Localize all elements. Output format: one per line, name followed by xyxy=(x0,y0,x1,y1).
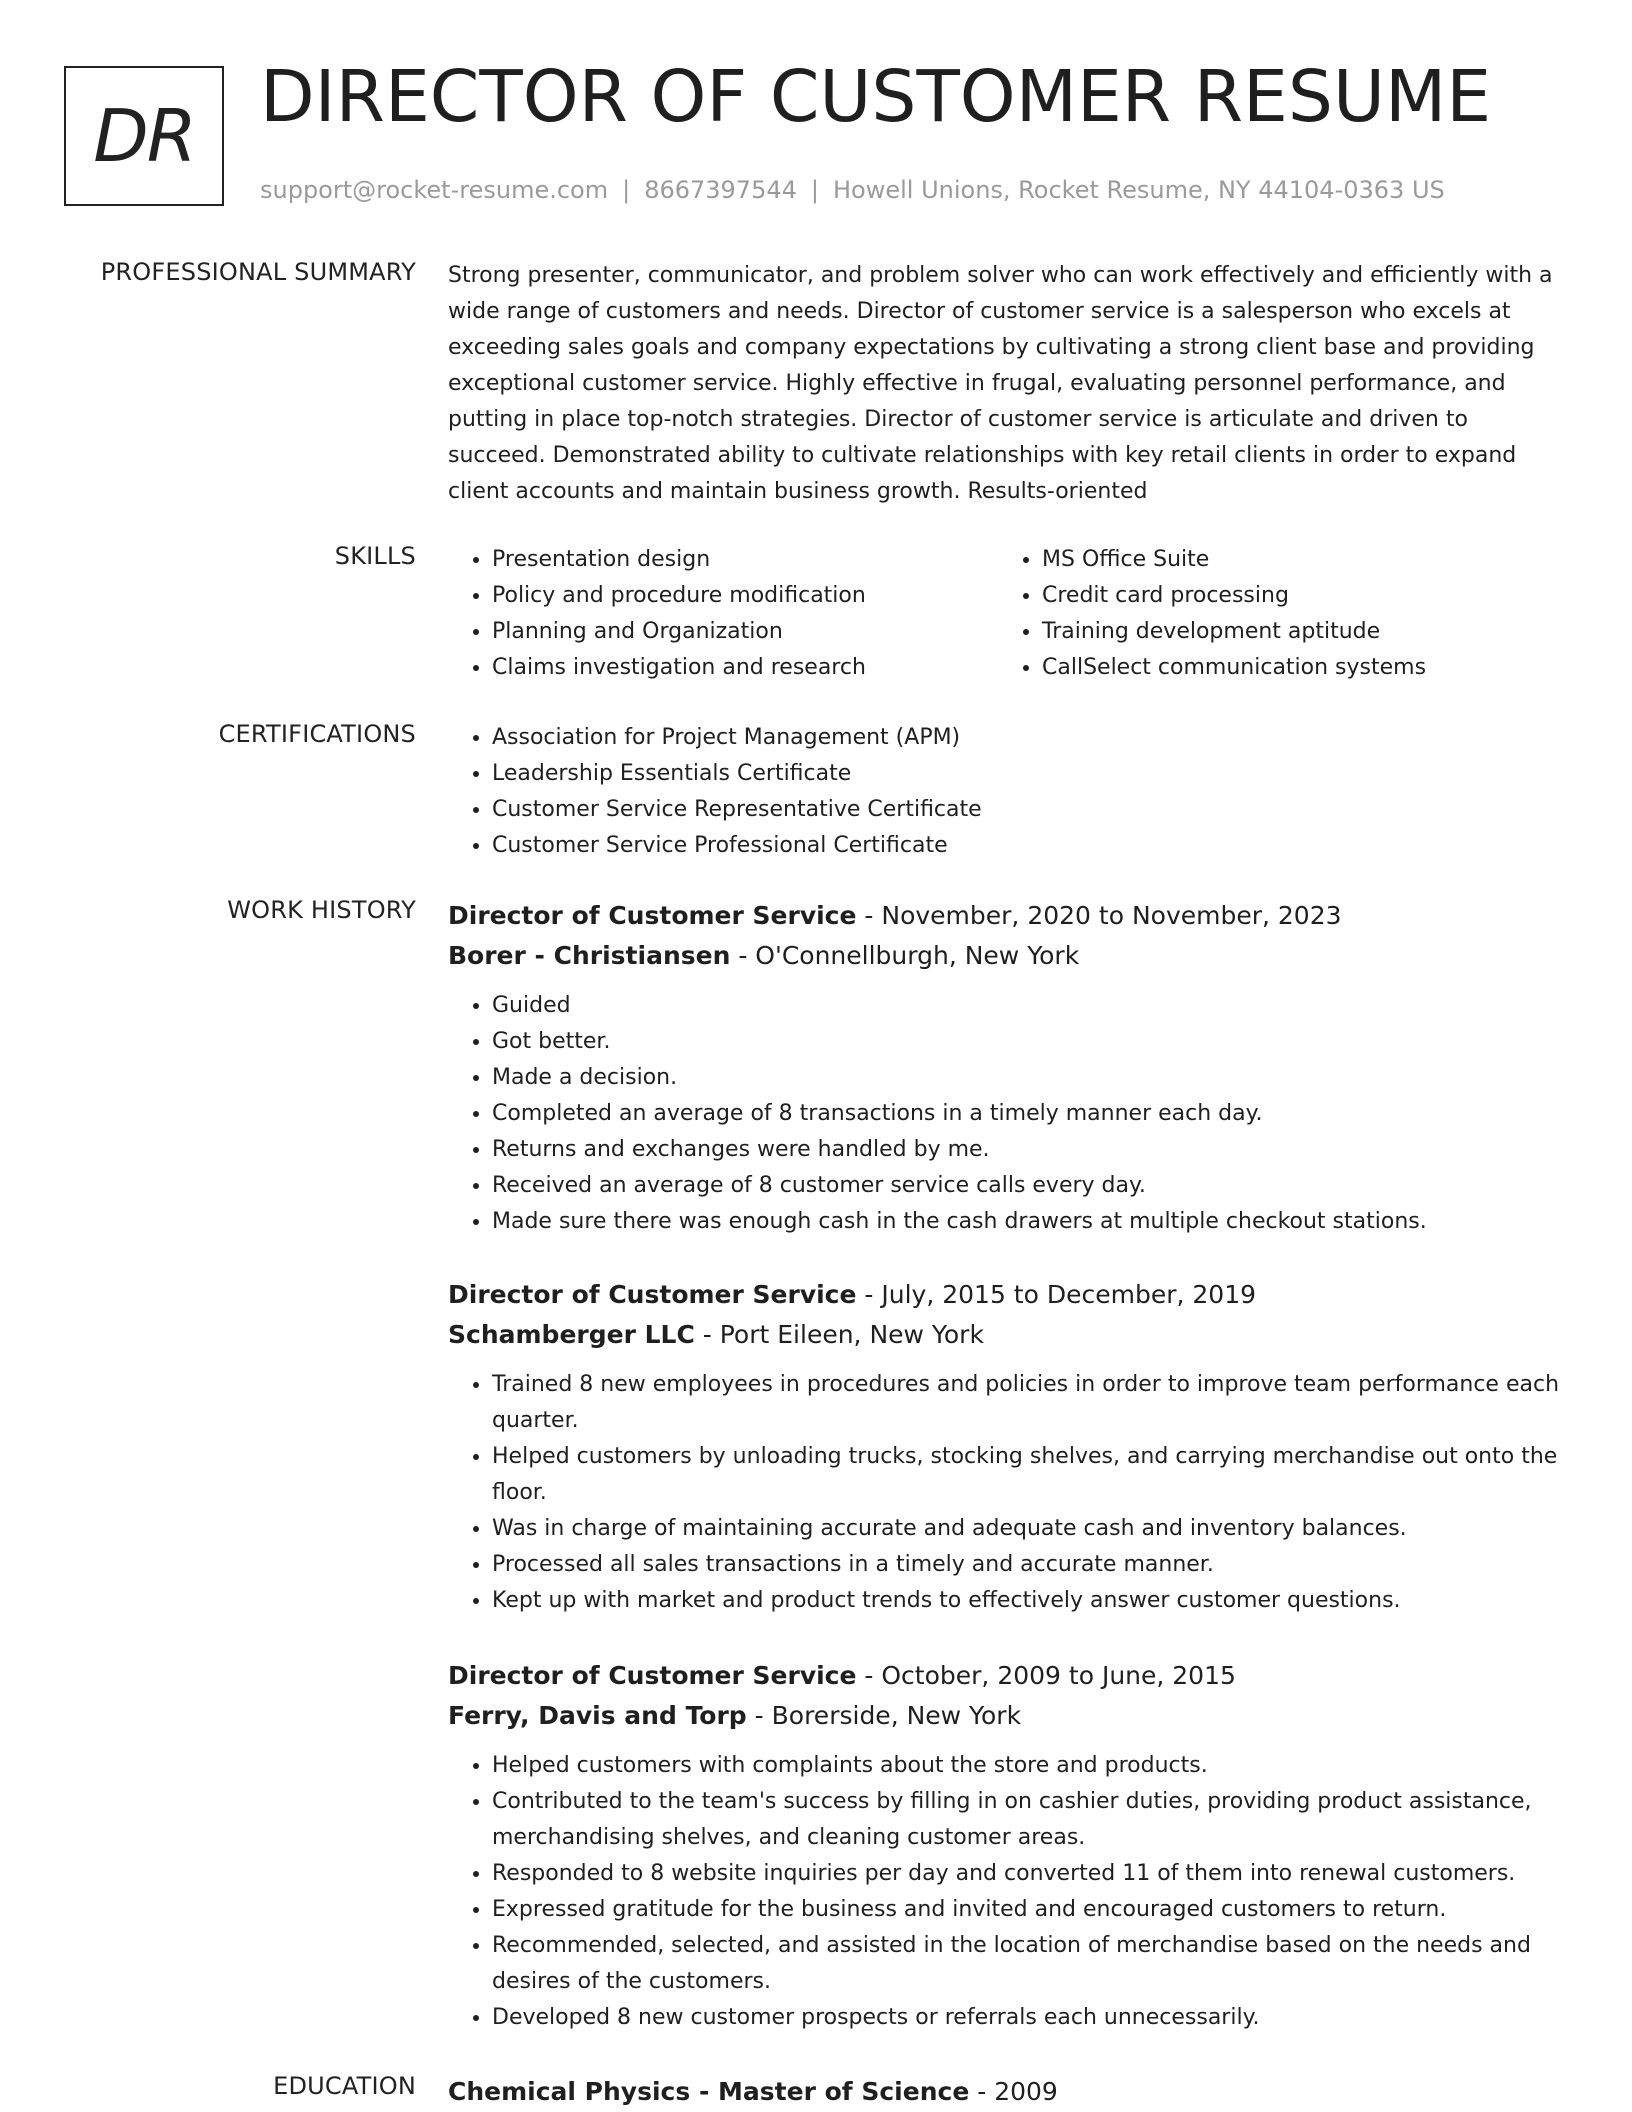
skill-item: • Claims investigation and research xyxy=(492,650,998,686)
contact-email: support@rocket-resume.com xyxy=(260,176,609,204)
job-location: - Port Eileen, New York xyxy=(694,1320,984,1349)
job-bullet: • Expressed gratitude for the business and invited and encouraged customers to return. xyxy=(492,1892,1568,1928)
resume-title: DIRECTOR OF CUSTOMER RESUME xyxy=(260,55,1492,138)
certification-item: • Customer Service Professional Certificate xyxy=(492,828,1568,864)
skill-item: • Presentation design xyxy=(492,542,998,578)
skills-label: SKILLS xyxy=(334,542,416,570)
job-bullet: • Helped customers with complaints about the store and products. xyxy=(492,1748,1568,1784)
contact-address: Howell Unions, Rocket Resume, NY 44104-0363 US xyxy=(832,176,1445,204)
job-bullet: • Recommended, selected, and assisted in the location of merchandise based on the needs and desires of the customers. xyxy=(492,1928,1568,2000)
contact-phone: 8667397544 xyxy=(644,176,797,204)
job-title: Director of Customer Service xyxy=(448,1280,857,1309)
job-bullet: • Received an average of 8 customer service calls every day. xyxy=(492,1168,1568,1204)
skill-item: • Planning and Organization xyxy=(492,614,998,650)
job-bullet: • Was in charge of maintaining accurate and adequate cash and inventory balances. xyxy=(492,1511,1568,1547)
skill-item: • MS Office Suite xyxy=(1042,542,1548,578)
job-bullet: • Returns and exchanges were handled by me. xyxy=(492,1132,1568,1168)
certification-item: • Leadership Essentials Certificate xyxy=(492,756,1568,792)
skill-item: • Training development aptitude xyxy=(1042,614,1548,650)
job-location: - O'Connellburgh, New York xyxy=(730,941,1080,970)
job-bullets xyxy=(448,1367,1568,1619)
job-company: Schamberger LLC xyxy=(448,1320,695,1349)
job-bullet: • Trained 8 new employees in procedures and policies in order to improve team performance each quarter. xyxy=(492,1367,1568,1439)
work-history-body-2 xyxy=(448,1275,1568,1619)
monogram-initials: DR xyxy=(93,94,195,178)
job-bullet: • Guided xyxy=(492,988,1568,1024)
contact-line xyxy=(260,176,1445,204)
certification-item: • Association for Project Management (APM) xyxy=(492,720,1568,756)
job-location: - Borerside, New York xyxy=(746,1701,1022,1730)
job-company-line xyxy=(448,1315,1568,1355)
certification-item: • Customer Service Representative Certificate xyxy=(492,792,1568,828)
education-line xyxy=(448,2072,1568,2112)
skill-item: • CallSelect communication systems xyxy=(1042,650,1548,686)
summary-label: PROFESSIONAL SUMMARY xyxy=(100,258,416,286)
education-degree: Chemical Physics - Master of Science xyxy=(448,2077,970,2106)
work-history-body-3 xyxy=(448,1656,1568,2036)
job-title-line xyxy=(448,1656,1568,1696)
certifications-list xyxy=(448,720,1568,864)
job-company-line xyxy=(448,936,1568,976)
certifications-label: CERTIFICATIONS xyxy=(218,720,416,748)
certifications-body xyxy=(448,720,1568,864)
work-history-body xyxy=(448,896,1568,1240)
job-entry xyxy=(448,1656,1568,2036)
job-dates: - November, 2020 to November, 2023 xyxy=(856,901,1342,930)
skills-list-left xyxy=(448,542,998,686)
contact-separator: | xyxy=(810,176,819,204)
monogram-badge xyxy=(64,66,224,206)
education-label: EDUCATION xyxy=(273,2072,416,2100)
skills-body xyxy=(448,542,1568,686)
skills-list-right xyxy=(998,542,1548,686)
job-dates: - July, 2015 to December, 2019 xyxy=(856,1280,1257,1309)
job-entry xyxy=(448,1275,1568,1619)
job-bullet: • Contributed to the team's success by filling in on cashier duties, providing product assistance, merchandising shelves, and cleaning customer areas. xyxy=(492,1784,1568,1856)
summary-body xyxy=(448,258,1568,510)
job-title-line xyxy=(448,896,1568,936)
job-title: Director of Customer Service xyxy=(448,1661,857,1690)
job-bullet: • Processed all sales transactions in a timely and accurate manner. xyxy=(492,1547,1568,1583)
job-title: Director of Customer Service xyxy=(448,901,857,930)
skill-item: • Credit card processing xyxy=(1042,578,1548,614)
education-body xyxy=(448,2072,1568,2112)
job-title-line xyxy=(448,1275,1568,1315)
job-entry xyxy=(448,896,1568,1240)
contact-separator: | xyxy=(622,176,631,204)
skill-item: • Policy and procedure modification xyxy=(492,578,998,614)
summary-text: Strong presenter, communicator, and problem solver who can work effectively and efficiently with a wide range of customers and needs. Director of customer service is a salesperson who excels at exceeding sales goals and company expectations by cultivating a strong client base and providing exceptional customer service. Highly effective in frugal, evaluating personnel performance, and putting in place top-notch strategies. Director of customer service is articulate and driven to succeed. Demonstrated ability to cultivate relationships with key retail clients in order to expand client accounts and maintain business growth. Results-oriented xyxy=(448,263,1553,504)
job-bullet: • Kept up with market and product trends to effectively answer customer questions. xyxy=(492,1583,1568,1619)
job-company: Borer - Christiansen xyxy=(448,941,731,970)
job-bullet: • Made sure there was enough cash in the cash drawers at multiple checkout stations. xyxy=(492,1204,1568,1240)
skills-column-right xyxy=(998,542,1548,686)
job-bullet: • Helped customers by unloading trucks, stocking shelves, and carrying merchandise out onto the floor. xyxy=(492,1439,1568,1511)
job-bullets xyxy=(448,988,1568,1240)
job-company-line xyxy=(448,1696,1568,1736)
job-company: Ferry, Davis and Torp xyxy=(448,1701,747,1730)
work-history-label: WORK HISTORY xyxy=(227,896,416,924)
job-bullet: • Made a decision. xyxy=(492,1060,1568,1096)
job-bullet: • Got better. xyxy=(492,1024,1568,1060)
skills-column-left xyxy=(448,542,998,686)
skills-grid xyxy=(448,542,1568,686)
job-bullet: • Developed 8 new customer prospects or referrals each unnecessarily. xyxy=(492,2000,1568,2036)
job-bullet: • Completed an average of 8 transactions in a timely manner each day. xyxy=(492,1096,1568,1132)
job-dates: - October, 2009 to June, 2015 xyxy=(856,1661,1236,1690)
education-year: - 2009 xyxy=(969,2077,1058,2106)
job-bullet: • Responded to 8 website inquiries per day and converted 11 of them into renewal customers. xyxy=(492,1856,1568,1892)
job-bullets xyxy=(448,1748,1568,2036)
